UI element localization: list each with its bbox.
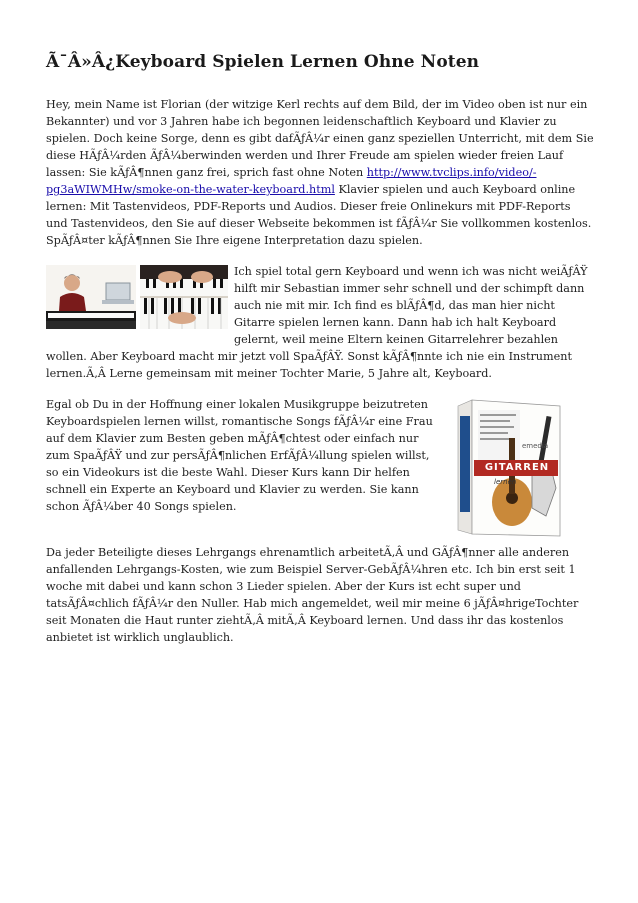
course-paragraph: Egal ob Du in der Hoffnung einer lokalen Musikgruppe beizutreten Keyboardspielen lernen willst, romantische Songs fÃƒÂ¼r eine Frau auf dem Klavier zum Besten geben mÃƒÂ¶chtest oder einfach nur zum SpaÃƒÂŸ und zur persÃƒÂ¶nlichen ErfÃƒÂ¼llung spielen willst, so ein Videokurs ist die beste Wahl. Dieser Kurs kann Dir helfen schnell ein Experte an Keyboard und Klavier zu werden. Sie kann schon ÃƒÂ¼ber 40 Songs spielen. [46, 398, 433, 513]
document-page [46, 36, 594, 660]
video-link[interactable]: http://www.tvclips.info/video/-pg3aWIWMHw/smoke-on-the-water-keyboard.html [46, 166, 537, 196]
intro-text-continued: Klavier spielen und auch Keyboard online lernen: Mit Tastenvideos, PDF-Reports und Audios. Dieser freie Onlinekurs mit PDF-Reports und Tastenvideos, den Sie auf dieser Webseite bekommen ist fÃƒÂ¼r Sie vollkommen kostenlos. SpÃƒÂ¤ter kÃƒÂ¶nnen Sie Ihre eigene Interpretation dazu spielen. [46, 183, 592, 247]
hands-bottom-image [140, 298, 228, 329]
intro-paragraph [46, 96, 594, 249]
photo-man-at-keyboard [46, 265, 136, 329]
product-subtitle: lernen [494, 478, 517, 486]
photo-strip [46, 265, 228, 329]
page-title: Ã¯Â»Â¿Keyboard Spielen Lernen Ohne Noten [46, 52, 480, 72]
hands-top-image [140, 265, 228, 296]
quote-paragraph: Ich spiel total gern Keyboard und wenn ich was nicht weiÃƒÂŸ hilft mir Sebastian immer sehr schnell und der schimpft dann auch nie mit mir. Ich find es blÃƒÂ¶d, das man hier nicht Gitarre spielen lernen kann. Dann hab ich halt Keyboard gelernt, weil meine Eltern keinen Gitarrelehrer bezahlen wollen. Aber Keyboard macht mir jetzt voll SpaÃƒÂŸ. Sonst kÃƒÂ¶nnte ich nie ein Instrument lernen.Ã‚Â Lerne gemeinsam mit meiner Tochter Marie, 5 Jahre alt, Keyboard. [46, 265, 588, 380]
product-box-gitarren [450, 398, 586, 538]
product-title: GITARREN [484, 462, 550, 473]
product-brand: emedia [522, 442, 549, 450]
closing-paragraph: Da jeder Beteiligte dieses Lehrgangs ehrenamtlich arbeitetÃ‚Â und GÃƒÂ¶nner alle anderen anfallenden Lehrgangs-Kosten, wie zum Beispiel Server-GebÃƒÂ¼hren etc. Ich bin erst seit 1 woche mit dabei und kann schon 3 Lieder spielen. Aber der Kurs ist echt super und tatsÃƒÂ¤chlich fÃƒÂ¼r den Nuller. Hab mich angemeldet, weil mir meine 6 jÃƒÂ¤hrigeTochter seit Monaten die Haut runter ziehtÃ‚Â mitÃ‚Â Keyboard lernen. Und dass ihr das kostenlos anbietet ist wirklich unglaublich. [46, 546, 579, 644]
intro-text: Hey, mein Name ist Florian (der witzige Kerl rechts auf dem Bild, der im Video oben ist nur ein Bekannter) und vor 3 Jahren habe ich begonnen leidenschaftlich Keyboard und Klavier zu spielen. Doch keine Sorge, denn es gibt dafÃƒÂ¼r einen ganz speziellen Unterricht, mit dem Sie diese HÃƒÂ¼rden ÃƒÂ¼berwinden werden und Ihrer Freude am spielen wieder freien Lauf lassen: Sie kÃƒÂ¶nnen ganz frei, sprich fast ohne Noten [46, 98, 594, 179]
photo-hands-on-keys [140, 265, 228, 329]
